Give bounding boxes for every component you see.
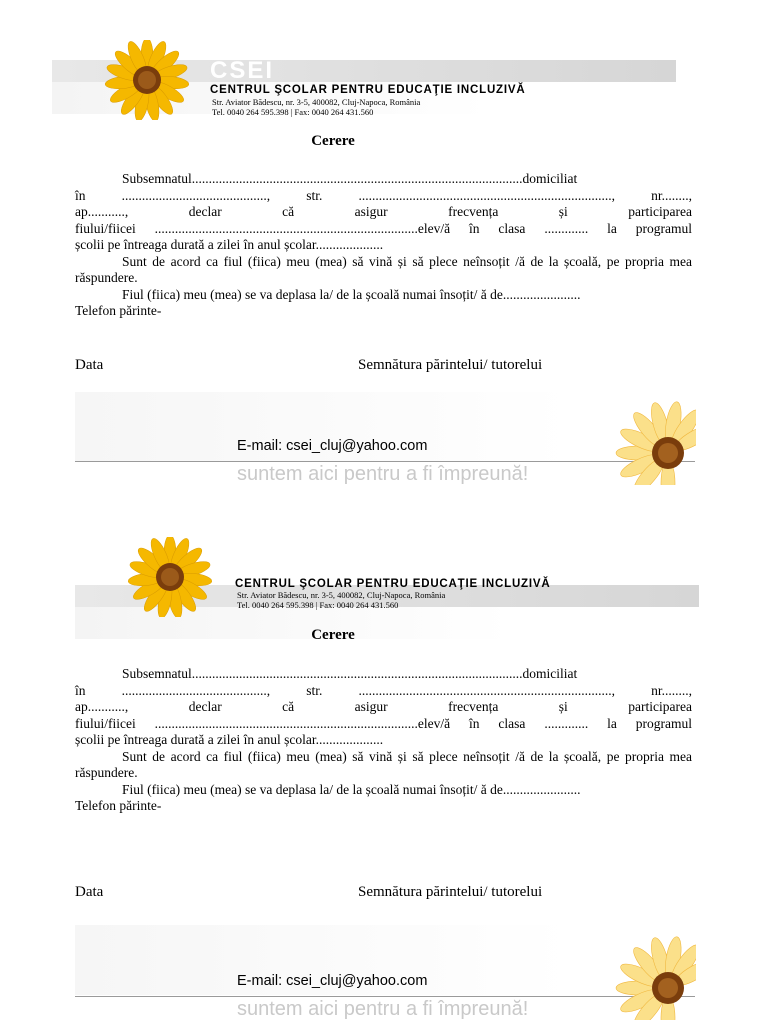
form-line-declaration: ap..........., declar că asigur frecvența și participarea xyxy=(75,699,692,714)
header-institution-name: CENTRUL ŞCOLAR PENTRU EDUCAŢIE INCLUZIVĂ xyxy=(235,578,551,590)
header-contact xyxy=(237,590,445,610)
header-contact xyxy=(212,97,420,117)
footer-email: E-mail: csei_cluj@yahoo.com xyxy=(237,973,428,989)
header-phone-fax: Tel. 0040 264 595.398 | Fax: 0040 264 431.560 xyxy=(237,600,399,610)
header-address: Str. Aviator Bădescu, nr. 3-5, 400082, Cluj-Napoca, România xyxy=(237,590,446,600)
form-line-address: în ..........................................., str. ..........................................................................., nr........, xyxy=(75,187,692,203)
date-label: Data xyxy=(75,357,104,373)
footer-divider xyxy=(75,461,695,462)
document-title: Cerere xyxy=(311,627,355,643)
header-address: Str. Aviator Bădescu, nr. 3-5, 400082, Cluj-Napoca, România xyxy=(212,97,421,107)
footer-divider xyxy=(75,996,695,997)
sunflower-logo-icon xyxy=(115,537,235,617)
form-line-escort: Fiul (fiica) meu (mea) se va deplasa la/ de la școală numai însoțit/ ă de....................... xyxy=(122,781,581,797)
form-line-school-year: școlii pe întreaga durată a zilei în anul școlar.................... xyxy=(75,732,384,747)
sunflower-footer-icon xyxy=(606,395,696,485)
form-line-name: Subsemnatul..................................................................................................domiciliat xyxy=(122,171,578,186)
form-body xyxy=(75,171,692,320)
document-title: Cerere xyxy=(311,133,355,149)
footer-email: E-mail: csei_cluj@yahoo.com xyxy=(237,438,428,454)
footer-slogan: suntem aici pentru a fi împreună! xyxy=(237,463,529,485)
sunflower-footer-icon xyxy=(606,930,696,1020)
header-phone-fax: Tel. 0040 264 595.398 | Fax: 0040 264 431.560 xyxy=(212,107,374,117)
form-body xyxy=(75,666,692,815)
footer-slogan: suntem aici pentru a fi împreună! xyxy=(237,998,529,1020)
form-line-declaration: ap..........., declar că asigur frecvența și participarea xyxy=(75,204,692,219)
form-line-consent: Sunt de acord ca fiul (fiica) meu (mea) să vină și să plece neînsoțit /ă de la școală, pe propria mea răspundere. xyxy=(75,748,692,780)
form-line-phone: Telefon părinte- xyxy=(75,798,162,813)
sunflower-logo-icon xyxy=(92,40,212,120)
form-line-address: în ..........................................., str. ..........................................................................., nr........, xyxy=(75,682,692,698)
header-logo-text: CSEI xyxy=(235,555,300,582)
signature-label: Semnătura părintelui/ tutorelui xyxy=(358,884,543,900)
form-line-escort: Fiul (fiica) meu (mea) se va deplasa la/ de la școală numai însoțit/ ă de....................... xyxy=(122,286,581,302)
form-line-child: fiului/fiicei ..............................................................................elev/ă în clasa ............. la programul xyxy=(75,220,692,236)
form-line-consent: Sunt de acord ca fiul (fiica) meu (mea) să vină și să plece neînsoțit /ă de la școală, pe propria mea răspundere. xyxy=(75,253,692,285)
date-label: Data xyxy=(75,884,104,900)
header-logo-text: CSEI xyxy=(210,57,275,84)
signature-label: Semnătura părintelui/ tutorelui xyxy=(358,357,543,373)
form-line-child: fiului/fiicei ..............................................................................elev/ă în clasa ............. la programul xyxy=(75,715,692,731)
form-line-phone: Telefon părinte- xyxy=(75,303,162,318)
form-line-name: Subsemnatul..................................................................................................domiciliat xyxy=(122,666,578,681)
form-line-school-year: școlii pe întreaga durată a zilei în anul școlar.................... xyxy=(75,237,384,252)
header-institution-name: CENTRUL ŞCOLAR PENTRU EDUCAŢIE INCLUZIVĂ xyxy=(210,84,526,96)
